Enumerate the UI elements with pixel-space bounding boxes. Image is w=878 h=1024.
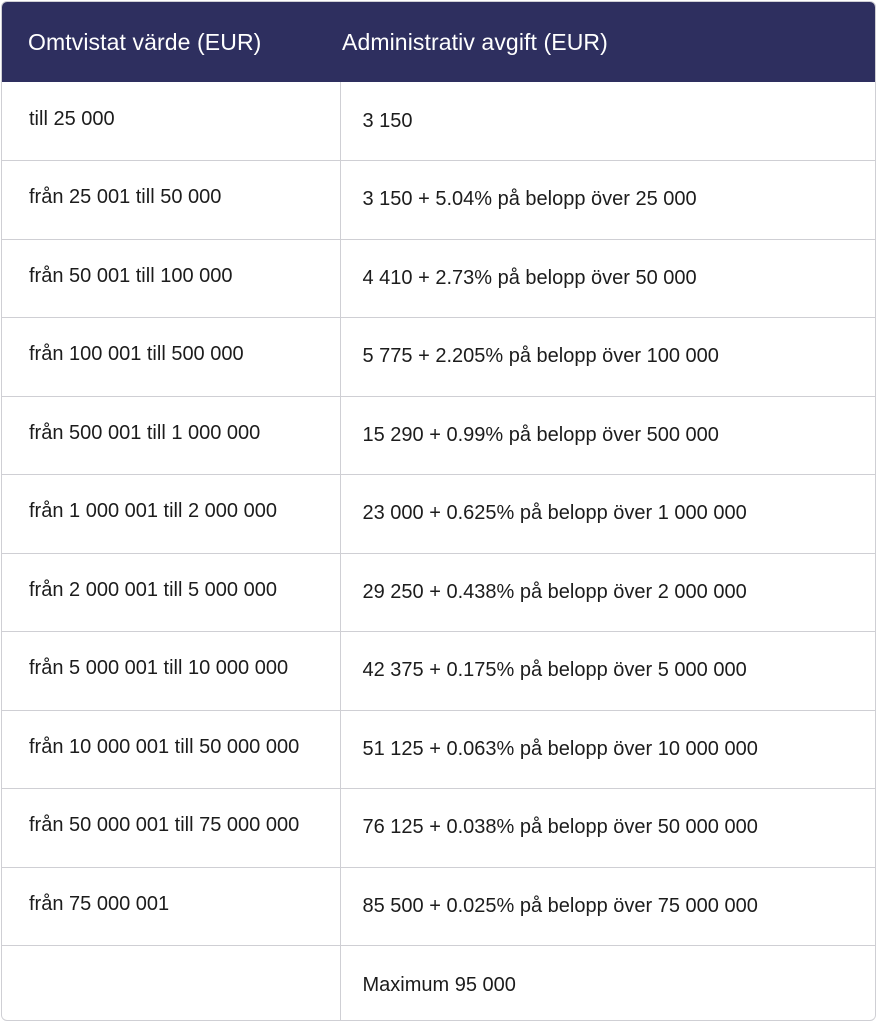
range-cell: från 75 000 001 [2, 867, 340, 946]
fee-cell: 5 775 + 2.205% på belopp över 100 000 [362, 345, 719, 368]
range-cell: från 1 000 001 till 2 000 000 [2, 475, 340, 554]
fee-cell: 76 125 + 0.038% på belopp över 50 000 000 [362, 816, 758, 839]
header-administrative-fee: Administrativ avgift (EUR) [342, 28, 608, 55]
range-cell: från 100 001 till 500 000 [2, 318, 340, 397]
table-row [2, 82, 875, 161]
fee-cell: Maximum 95 000 [362, 973, 516, 996]
range-cell: från 25 001 till 50 000 [2, 161, 340, 240]
table-header [2, 2, 875, 82]
range-cell: från 50 000 001 till 75 000 000 [2, 789, 340, 868]
table-body [2, 82, 875, 1021]
range-cell: från 2 000 001 till 5 000 000 [2, 553, 340, 632]
range-cell: från 10 000 001 till 50 000 000 [2, 710, 340, 789]
fee-cell: 3 150 [362, 109, 413, 132]
fee-cell: 85 500 + 0.025% på belopp över 75 000 000 [362, 894, 758, 917]
fee-cell: 15 290 + 0.99% på belopp över 500 000 [362, 423, 719, 446]
fee-cell: 4 410 + 2.73% på belopp över 50 000 [362, 266, 697, 289]
table-row [2, 867, 875, 946]
table-row [2, 710, 875, 789]
header-row [2, 2, 875, 82]
table-row [2, 161, 875, 240]
fee-cell: 3 150 + 5.04% på belopp över 25 000 [362, 188, 697, 211]
table-row [2, 318, 875, 397]
fee-cell: 51 125 + 0.063% på belopp över 10 000 000 [362, 737, 758, 760]
table-row [2, 632, 875, 711]
table-row [2, 946, 875, 1022]
fee-table-container [1, 1, 876, 1021]
range-cell: från 50 001 till 100 000 [2, 239, 340, 318]
table-row [2, 239, 875, 318]
fee-cell: 23 000 + 0.625% på belopp över 1 000 000 [362, 502, 747, 525]
fee-cell: 42 375 + 0.175% på belopp över 5 000 000 [362, 659, 747, 682]
fee-cell: 29 250 + 0.438% på belopp över 2 000 000 [362, 580, 747, 603]
table-row [2, 553, 875, 632]
table-row [2, 475, 875, 554]
range-cell [2, 946, 340, 1022]
fee-table [2, 2, 875, 1021]
range-cell: från 500 001 till 1 000 000 [2, 396, 340, 475]
range-cell: från 5 000 001 till 10 000 000 [2, 632, 340, 711]
table-row [2, 789, 875, 868]
table-row [2, 396, 875, 475]
header-disputed-value: Omtvistat värde (EUR) [28, 28, 262, 55]
range-cell: till 25 000 [2, 82, 340, 161]
